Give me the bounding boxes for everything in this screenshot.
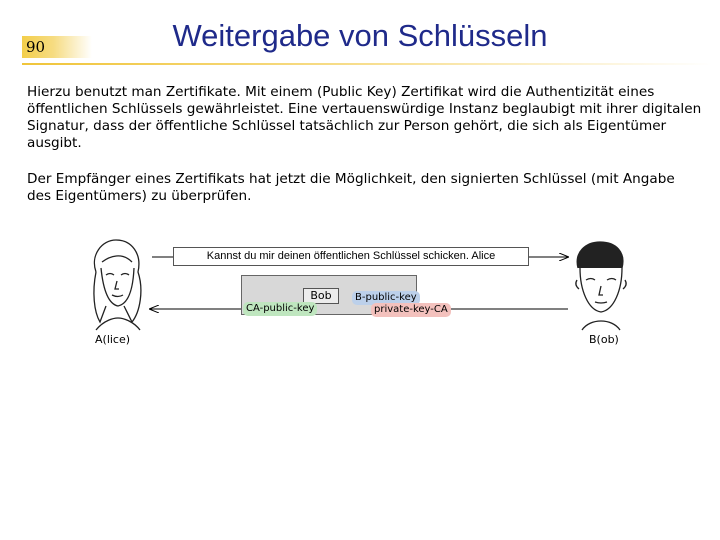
slide-title: Weitergabe von Schlüsseln — [172, 18, 548, 53]
ca-private-key-signature: private-key-CA — [371, 303, 451, 317]
bob-public-key: B-public-key — [352, 291, 420, 305]
bob-label: B(ob) — [589, 333, 619, 346]
bob-face-icon — [576, 242, 626, 330]
ca-public-key: CA-public-key — [243, 302, 317, 316]
certificate-owner: Bob — [303, 288, 339, 304]
alice-face-icon — [94, 240, 141, 330]
paragraph-verification: Der Empfänger eines Zertifikats hat jetzt die Möglichkeit, den signierten Schlüssel (mit Angabe des Eigentümers) zu überprüfen. — [27, 171, 675, 204]
alice-label: A(lice) — [95, 333, 131, 346]
request-message: Kannst du mir deinen öffentlichen Schlüssel schicken. Alice — [173, 247, 529, 266]
slide-number: 90 — [22, 36, 92, 58]
paragraph-certificates: Hierzu benutzt man Zertifikate. Mit einem (Public Key) Zertifikat wird die Authentizität eines öffentlichen Schlüssels gewährleistet. Eine vertauenswürdige Instanz beglaubigt mit ihrer digitalen Signatur, dass der öffentliche Schlüssel tatsächlich zur Person gehört, die sich als Eigentümer ausgibt. — [27, 84, 702, 151]
